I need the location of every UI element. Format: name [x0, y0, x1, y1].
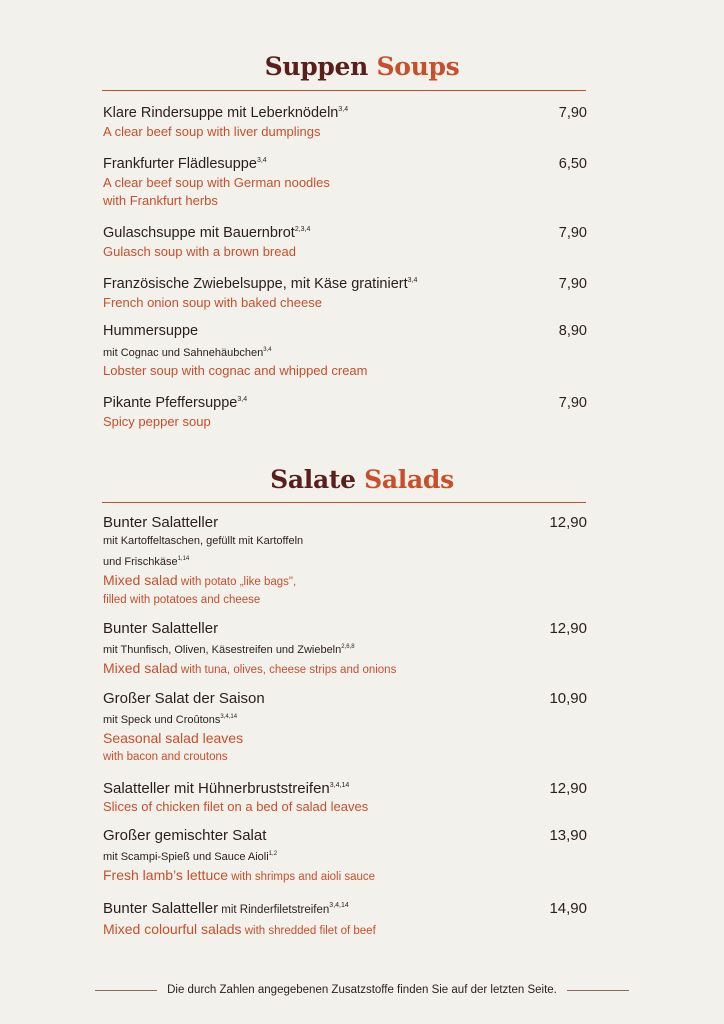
item-english: Mixed salad with potato „like bags",: [103, 572, 297, 588]
item-price: 7,90: [558, 276, 587, 292]
item-price: 6,50: [558, 156, 587, 172]
item-subtitle: mit Scampi-Spieß und Sauce Aioli$^{1,2}$: [103, 851, 278, 863]
item-price: 7,90: [558, 225, 587, 241]
item-price: 7,90: [558, 105, 587, 121]
item-name: Großer Salat der Saison: [103, 690, 265, 707]
item-english: Fresh lamb’s lettuce with shrimps and aioli sauce: [103, 867, 376, 883]
salads-title-de: Salate: [270, 465, 356, 494]
item-english: Seasonal salad leaves: [103, 730, 244, 746]
item-subtitle: mit Kartoffeltaschen, gefüllt mit Kartoffeln: [103, 535, 304, 547]
soup-item: [103, 100, 587, 141]
item-english: with bacon and croutons: [103, 751, 228, 763]
soups-title-de: Suppen: [264, 52, 369, 81]
soups-title: [0, 52, 724, 81]
footer-divider-left: [95, 990, 157, 991]
item-subtitle: und Frischkäse$^{1,14}$: [103, 556, 190, 568]
item-name: Französische Zwiebelsuppe, mit Käse gratiniert$^{3,4}$: [103, 276, 418, 292]
item-price: 13,90: [549, 827, 587, 844]
item-price: 12,90: [549, 780, 587, 797]
item-price: 14,90: [549, 900, 587, 917]
salad-item: [103, 896, 587, 940]
soups-divider: [102, 90, 586, 91]
item-english: Spicy pepper soup: [103, 414, 211, 429]
item-english: Mixed salad with tuna, olives, cheese strips and onions: [103, 660, 397, 676]
item-english: with Frankfurt herbs: [103, 193, 218, 208]
item-subtitle: mit Cognac und Sahnehäubchen$^{3,4}$: [103, 347, 272, 359]
salads-list: [103, 513, 587, 950]
soup-item: [103, 151, 587, 210]
item-name: Hummersuppe: [103, 323, 199, 339]
soup-item: [103, 322, 587, 380]
item-name: Frankfurter Flädlesuppe$^{3,4}$: [103, 156, 267, 172]
item-name: Großer gemischter Salat: [103, 827, 267, 844]
salad-item: [103, 513, 587, 609]
additives-note: Die durch Zahlen angegebenen Zusatzstoffe finden Sie auf der letzten Seite.: [167, 984, 557, 996]
item-price: 7,90: [558, 395, 587, 411]
item-english: Mixed colourful salads with shredded filet of beef: [103, 921, 376, 937]
soup-item: [103, 271, 587, 312]
soup-item: [103, 390, 587, 431]
item-name: Bunter Salatteller mit Rinderfiletstreifen$^{3,4,14}$: [103, 900, 349, 917]
item-english: A clear beef soup with German noodles: [103, 175, 330, 190]
salads-title: [0, 465, 724, 494]
item-english: Gulasch soup with a brown bread: [103, 244, 296, 259]
salad-item: [103, 776, 587, 816]
item-name: Bunter Salatteller: [103, 620, 219, 637]
salad-item: [103, 619, 587, 679]
item-name: Salatteller mit Hühnerbruststreifen$^{3,4,14}$: [103, 780, 350, 797]
item-subtitle: mit Thunfisch, Oliven, Käsestreifen und Zwiebeln$^{2,6,8}$: [103, 644, 355, 656]
footer-divider-right: [567, 990, 629, 991]
footer-note: [0, 980, 724, 1000]
item-price: 8,90: [558, 323, 587, 339]
soups-list: [103, 100, 587, 441]
soup-item: [103, 220, 587, 261]
item-name: Klare Rindersuppe mit Leberknödeln$^{3,4}$: [103, 105, 349, 121]
item-price: 12,90: [549, 514, 587, 531]
item-english: French onion soup with baked cheese: [103, 295, 322, 310]
item-english: A clear beef soup with liver dumplings: [103, 124, 321, 139]
item-english: filled with potatoes and cheese: [103, 594, 261, 606]
salad-item: [103, 826, 587, 886]
salads-title-en: Salads: [364, 465, 454, 494]
item-price: 12,90: [549, 620, 587, 637]
item-name: Bunter Salatteller: [103, 514, 219, 531]
item-subtitle: mit Speck und Croûtons$^{3,4,14}$: [103, 714, 238, 726]
soups-title-en: Soups: [376, 52, 460, 81]
item-name: Gulaschsuppe mit Bauernbrot$^{2,3,4}$: [103, 225, 311, 241]
salad-item: [103, 689, 587, 766]
item-name: Pikante Pfeffersuppe$^{3,4}$: [103, 395, 248, 411]
item-english: Lobster soup with cognac and whipped cream: [103, 363, 368, 378]
item-english: Slices of chicken filet on a bed of salad leaves: [103, 799, 369, 814]
item-price: 10,90: [549, 690, 587, 707]
salads-divider: [102, 502, 586, 503]
